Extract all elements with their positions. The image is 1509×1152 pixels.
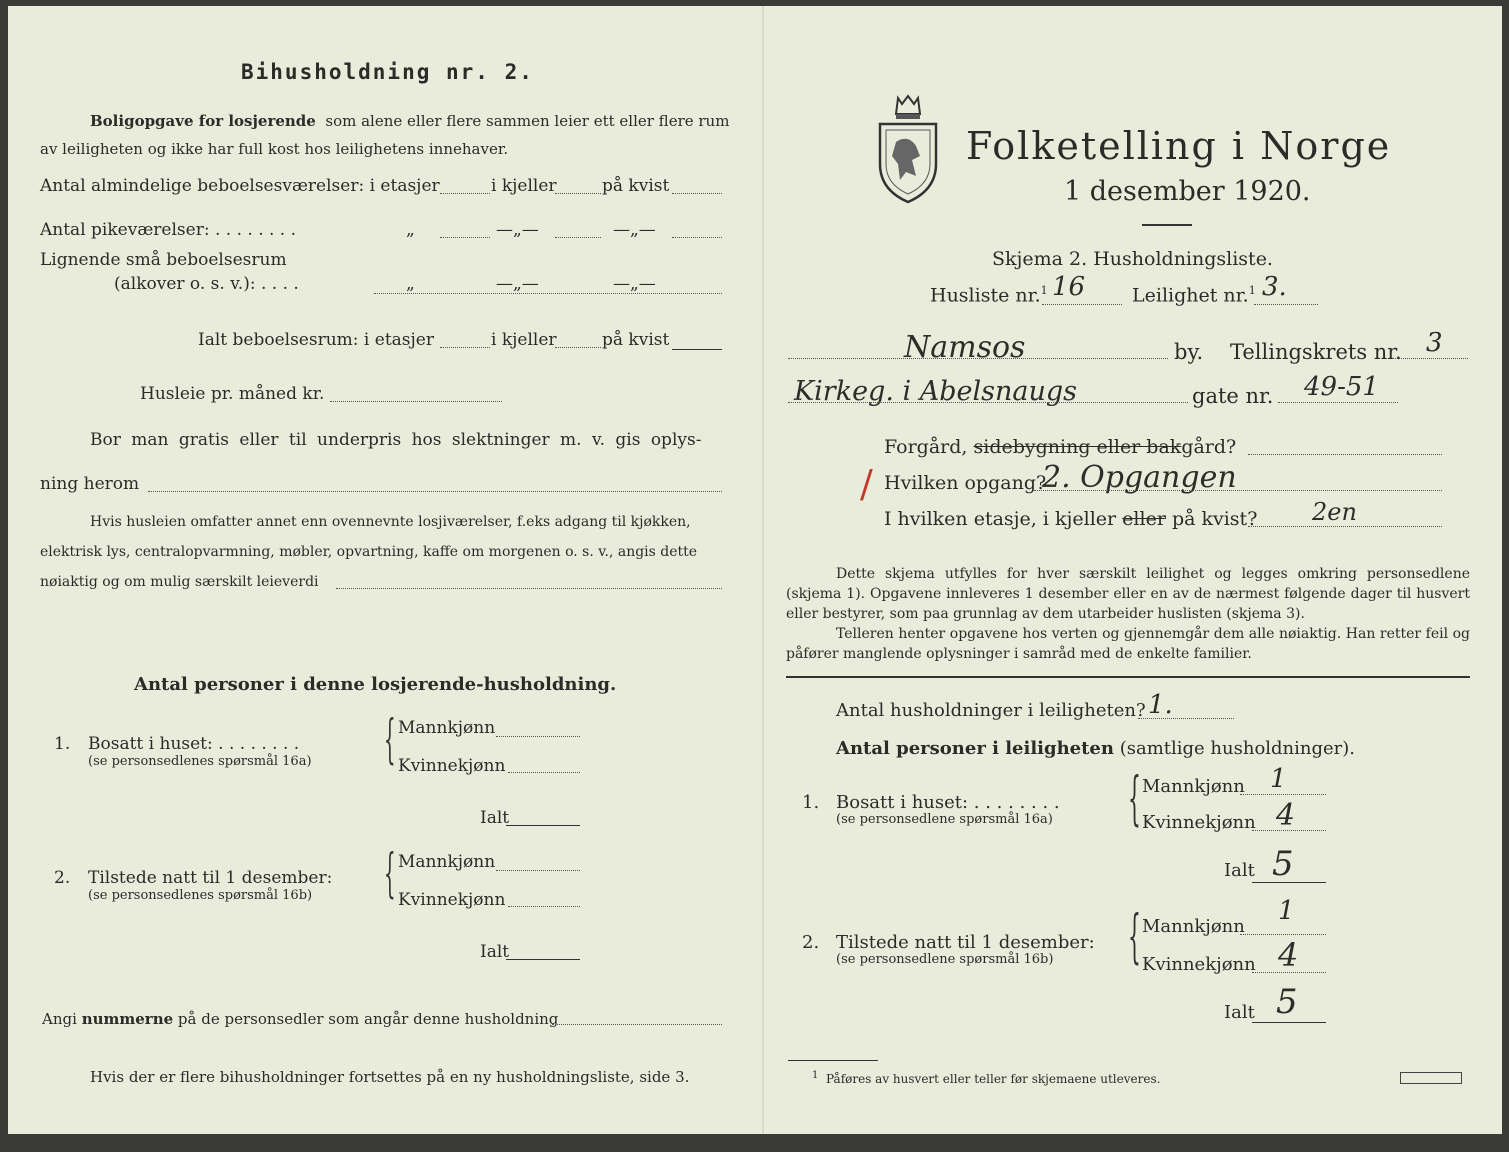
right-q2-label: Tilstede natt til 1 desember: bbox=[836, 932, 1095, 953]
husliste-field[interactable] bbox=[1042, 304, 1122, 305]
row1-kvist-field[interactable] bbox=[672, 193, 722, 194]
gate-nr-field[interactable] bbox=[1278, 402, 1398, 403]
footnote-text: Påføres av husvert eller teller før skjemaene utleveres. bbox=[826, 1072, 1161, 1086]
intro-rest: som alene eller flere sammen leier ett eller flere rum bbox=[325, 112, 730, 130]
left-q2-label: Tilstede natt til 1 desember: bbox=[88, 868, 333, 888]
angi-pre: Angi bbox=[42, 1010, 77, 1028]
etasje-post: på kvist? bbox=[1171, 508, 1258, 530]
etasje-label bbox=[884, 508, 1257, 530]
row3b-label: (alkover o. s. v.): . . . . bbox=[114, 274, 299, 294]
etasje-value[interactable]: 2en bbox=[1312, 498, 1357, 526]
page-fold bbox=[762, 6, 764, 1134]
opgang-value[interactable]: 2. Opgangen bbox=[1042, 460, 1237, 495]
row1-kvist: på kvist bbox=[602, 176, 670, 196]
etasje-pre: I hvilken etasje, i kjeller bbox=[884, 508, 1117, 530]
ialt-rum-label: Ialt beboelsesrum: i etasjer bbox=[198, 330, 434, 350]
gratis-line1: Bor man gratis eller til underpris hos slektninger m. v. gis oplys- bbox=[90, 430, 702, 450]
right-q2-kvinne-value[interactable]: 4 bbox=[1278, 936, 1299, 974]
ialt-kjeller: i kjeller bbox=[491, 330, 557, 350]
gratis-line2: ning herom bbox=[40, 474, 140, 494]
info-paragraph-2: Telleren henter opgavene hos verten og gjennemgår dem alle nøiaktig. Han retter feil og påfører manglende oplysninger i samråd med de enkelte familier. bbox=[786, 626, 1470, 662]
intro-bold: Boligopgave for losjerende bbox=[90, 112, 316, 130]
forgard-pre: Forgård, bbox=[884, 436, 968, 458]
ialt-kvist-field[interactable] bbox=[672, 349, 722, 350]
husliste-text: Husliste nr. bbox=[930, 284, 1041, 307]
right-q1-ialt: Ialt bbox=[1224, 860, 1255, 881]
row2-kjeller-field[interactable] bbox=[555, 237, 601, 238]
angi-rest: på de personsedler som angår denne husholdning bbox=[177, 1010, 559, 1028]
forgard-label bbox=[884, 436, 1236, 458]
left-q1-mann: Mannkjønn bbox=[398, 718, 496, 738]
right-q1-mann-field[interactable] bbox=[1240, 794, 1326, 795]
right-q2-ialt-field[interactable] bbox=[1252, 1022, 1326, 1023]
etasje-struck: eller bbox=[1122, 508, 1166, 530]
antal-hush-label: Antal husholdninger i leiligheten? bbox=[836, 700, 1146, 721]
right-q2-mann-field[interactable] bbox=[1240, 934, 1326, 935]
right-q1-ialt-value[interactable]: 5 bbox=[1272, 844, 1294, 884]
krets-field[interactable] bbox=[1392, 358, 1468, 359]
leilighet-sup: 1 bbox=[1248, 284, 1256, 297]
right-persons-bold: Antal personer i leiligheten bbox=[836, 738, 1114, 759]
ialt-etasjer-field[interactable] bbox=[440, 347, 490, 348]
skjema-label: Skjema 2. Husholdningsliste. bbox=[992, 248, 1273, 270]
norwegian-coat-of-arms-icon bbox=[876, 94, 940, 206]
krets-value[interactable]: 3 bbox=[1426, 328, 1443, 358]
footnote-rule bbox=[788, 1060, 878, 1061]
left-q1-ialt: Ialt bbox=[480, 808, 510, 828]
husleie-field[interactable] bbox=[330, 401, 502, 402]
left-q2-num: 2. bbox=[54, 868, 71, 888]
left-q1-ialt-field[interactable] bbox=[506, 825, 580, 826]
row2-ditto: „ bbox=[406, 220, 415, 240]
right-q1-mann: Mannkjønn bbox=[1142, 776, 1245, 797]
left-q1-brace: { bbox=[384, 710, 396, 770]
forgard-struck: sidebygning eller bak bbox=[973, 436, 1182, 458]
gate-value[interactable]: Kirkeg. i Abelsnaugs bbox=[794, 376, 1077, 407]
left-persons-heading: Antal personer i denne losjerende-husholdning. bbox=[134, 674, 617, 695]
row2-ditto3: —„— bbox=[613, 220, 656, 240]
gate-nr-value[interactable]: 49-51 bbox=[1304, 372, 1379, 402]
inkl-line1: Hvis husleien omfatter annet enn ovennevnte losjiværelser, f.eks adgang til kjøkken, bbox=[90, 514, 691, 530]
row3-ditto2: —„— bbox=[496, 274, 539, 294]
left-title: Bihusholdning nr. 2. bbox=[241, 60, 534, 84]
leieverdi-field[interactable] bbox=[336, 588, 722, 589]
krets-label: Tellingskrets nr. bbox=[1230, 340, 1402, 364]
inkl-line2: elektrisk lys, centralopvarmning, møbler, opvartning, kaffe om morgenen o. s. v., angis dette bbox=[40, 544, 698, 560]
left-q2-mann-field[interactable] bbox=[496, 870, 580, 871]
row2-label: Antal pikeværelser: . . . . . . . . bbox=[40, 220, 297, 240]
right-q2-kvinne-field[interactable] bbox=[1252, 972, 1326, 973]
left-q1-label: Bosatt i huset: . . . . . . . . bbox=[88, 734, 300, 754]
leilighet-text: Leilighet nr. bbox=[1132, 284, 1249, 307]
right-q2-num: 2. bbox=[802, 932, 820, 953]
row2-ditto2: —„— bbox=[496, 220, 539, 240]
gate-field[interactable] bbox=[788, 402, 1188, 403]
forgard-field[interactable] bbox=[1248, 454, 1442, 455]
right-q2-mann-value[interactable]: 1 bbox=[1278, 896, 1295, 926]
leilighet-label bbox=[1132, 284, 1256, 306]
flere-note: Hvis der er flere bihusholdninger fortsettes på en ny husholdningsliste, side 3. bbox=[90, 1068, 690, 1086]
right-date: 1 desember 1920. bbox=[1064, 176, 1311, 207]
left-q2-kvinne-field[interactable] bbox=[508, 906, 580, 907]
left-q2-ialt: Ialt bbox=[480, 942, 510, 962]
right-q2-kvinne: Kvinnekjønn bbox=[1142, 954, 1256, 975]
left-q1-kvinne: Kvinnekjønn bbox=[398, 756, 506, 776]
right-q2-mann: Mannkjønn bbox=[1142, 916, 1245, 937]
right-persons-heading bbox=[836, 738, 1355, 759]
angi-line bbox=[42, 1010, 558, 1028]
info-rule bbox=[786, 676, 1470, 678]
left-q1-mann-field[interactable] bbox=[496, 736, 580, 737]
left-q1-kvinne-field[interactable] bbox=[508, 772, 580, 773]
angi-bold: nummerne bbox=[81, 1010, 174, 1028]
right-q2-ialt: Ialt bbox=[1224, 1002, 1255, 1023]
census-form-sheet bbox=[8, 6, 1502, 1134]
leilighet-value[interactable]: 3. bbox=[1262, 272, 1287, 302]
row3-ditto3: —„— bbox=[613, 274, 656, 294]
row3-label: Lignende små beboelsesrum bbox=[40, 250, 287, 270]
husliste-sup: 1 bbox=[1040, 284, 1048, 297]
row1-kjeller: i kjeller bbox=[491, 176, 557, 196]
etasje-field[interactable] bbox=[1248, 526, 1442, 527]
leilighet-field[interactable] bbox=[1254, 304, 1318, 305]
right-persons-rest: (samtlige husholdninger). bbox=[1119, 738, 1356, 759]
printer-stamp bbox=[1400, 1072, 1462, 1084]
row1-label: Antal almindelige beboelsesværelser: i etasjer bbox=[40, 176, 440, 196]
info-paragraph-1: Dette skjema utfylles for hver særskilt leilighet og legges omkring personsedlene (skjema 1). Opgavene innleveres 1 desember eller en av de nærmest følgende dager til husvert eller bestyrer, som paa grunnlag av dem utarbeider huslisten (skjema 3). bbox=[786, 566, 1470, 622]
left-intro bbox=[90, 112, 729, 130]
right-q1-kvinne: Kvinnekjønn bbox=[1142, 812, 1256, 833]
right-q1-kvinne-field[interactable] bbox=[1252, 830, 1326, 831]
right-q2-brace: { bbox=[1128, 902, 1141, 970]
angi-field[interactable] bbox=[552, 1024, 722, 1025]
by-label: by. bbox=[1174, 340, 1204, 364]
antal-hush-field[interactable] bbox=[1138, 718, 1234, 719]
opgang-field[interactable] bbox=[1034, 490, 1442, 491]
by-value[interactable]: Namsos bbox=[904, 330, 1026, 365]
ialt-kvist: på kvist bbox=[602, 330, 670, 350]
right-q1-brace: { bbox=[1128, 764, 1141, 832]
left-q2-sub: (se personsedlenes spørsmål 16b) bbox=[88, 888, 313, 903]
row1-kjeller-field[interactable] bbox=[555, 193, 601, 194]
right-q1-label: Bosatt i huset: . . . . . . . . bbox=[836, 792, 1060, 813]
row3-ditto: „ bbox=[406, 274, 415, 294]
right-q1-kvinne-value[interactable]: 4 bbox=[1276, 798, 1296, 833]
left-intro-line2: av leiligheten og ikke har full kost hos leilighetens innehaver. bbox=[40, 140, 509, 158]
right-q2-ialt-value[interactable]: 5 bbox=[1276, 982, 1298, 1022]
right-q1-mann-value[interactable]: 1 bbox=[1270, 764, 1287, 794]
row2-etasjer-field[interactable] bbox=[440, 237, 490, 238]
husleie-label: Husleie pr. måned kr. bbox=[140, 384, 325, 404]
left-q1-num: 1. bbox=[54, 734, 71, 754]
left-q2-ialt-field[interactable] bbox=[506, 959, 580, 960]
row1-etasjer-field[interactable] bbox=[440, 193, 490, 194]
footnote bbox=[812, 1070, 1160, 1086]
inkl-line3: nøiaktig og om mulig særskilt leieverdi bbox=[40, 574, 319, 590]
footnote-num: 1 bbox=[812, 1070, 819, 1081]
left-q1-sub: (se personsedlenes spørsmål 16a) bbox=[88, 754, 312, 769]
red-check-mark: / bbox=[860, 462, 873, 506]
gate-label: gate nr. bbox=[1192, 384, 1274, 408]
right-q1-sub: (se personsedlene spørsmål 16a) bbox=[836, 812, 1053, 827]
right-q1-ialt-field[interactable] bbox=[1252, 882, 1326, 883]
right-q1-num: 1. bbox=[802, 792, 820, 813]
right-q2-sub: (se personsedlene spørsmål 16b) bbox=[836, 952, 1054, 967]
ialt-kjeller-field[interactable] bbox=[555, 347, 601, 348]
left-q2-kvinne: Kvinnekjønn bbox=[398, 890, 506, 910]
husliste-value[interactable]: 16 bbox=[1052, 272, 1086, 302]
left-q2-brace: { bbox=[384, 844, 396, 904]
right-title: Folketelling i Norge bbox=[966, 124, 1392, 168]
left-q2-mann: Mannkjønn bbox=[398, 852, 496, 872]
by-field[interactable] bbox=[788, 358, 1168, 359]
row3-field[interactable] bbox=[374, 293, 722, 294]
row2-kvist-field[interactable] bbox=[672, 237, 722, 238]
gratis-field[interactable] bbox=[148, 491, 722, 492]
forgard-post: gård? bbox=[1181, 436, 1237, 458]
antal-hush-value[interactable]: 1. bbox=[1148, 690, 1173, 720]
opgang-label: Hvilken opgang? bbox=[884, 472, 1047, 494]
husliste-label bbox=[930, 284, 1048, 306]
title-rule bbox=[1142, 224, 1192, 226]
